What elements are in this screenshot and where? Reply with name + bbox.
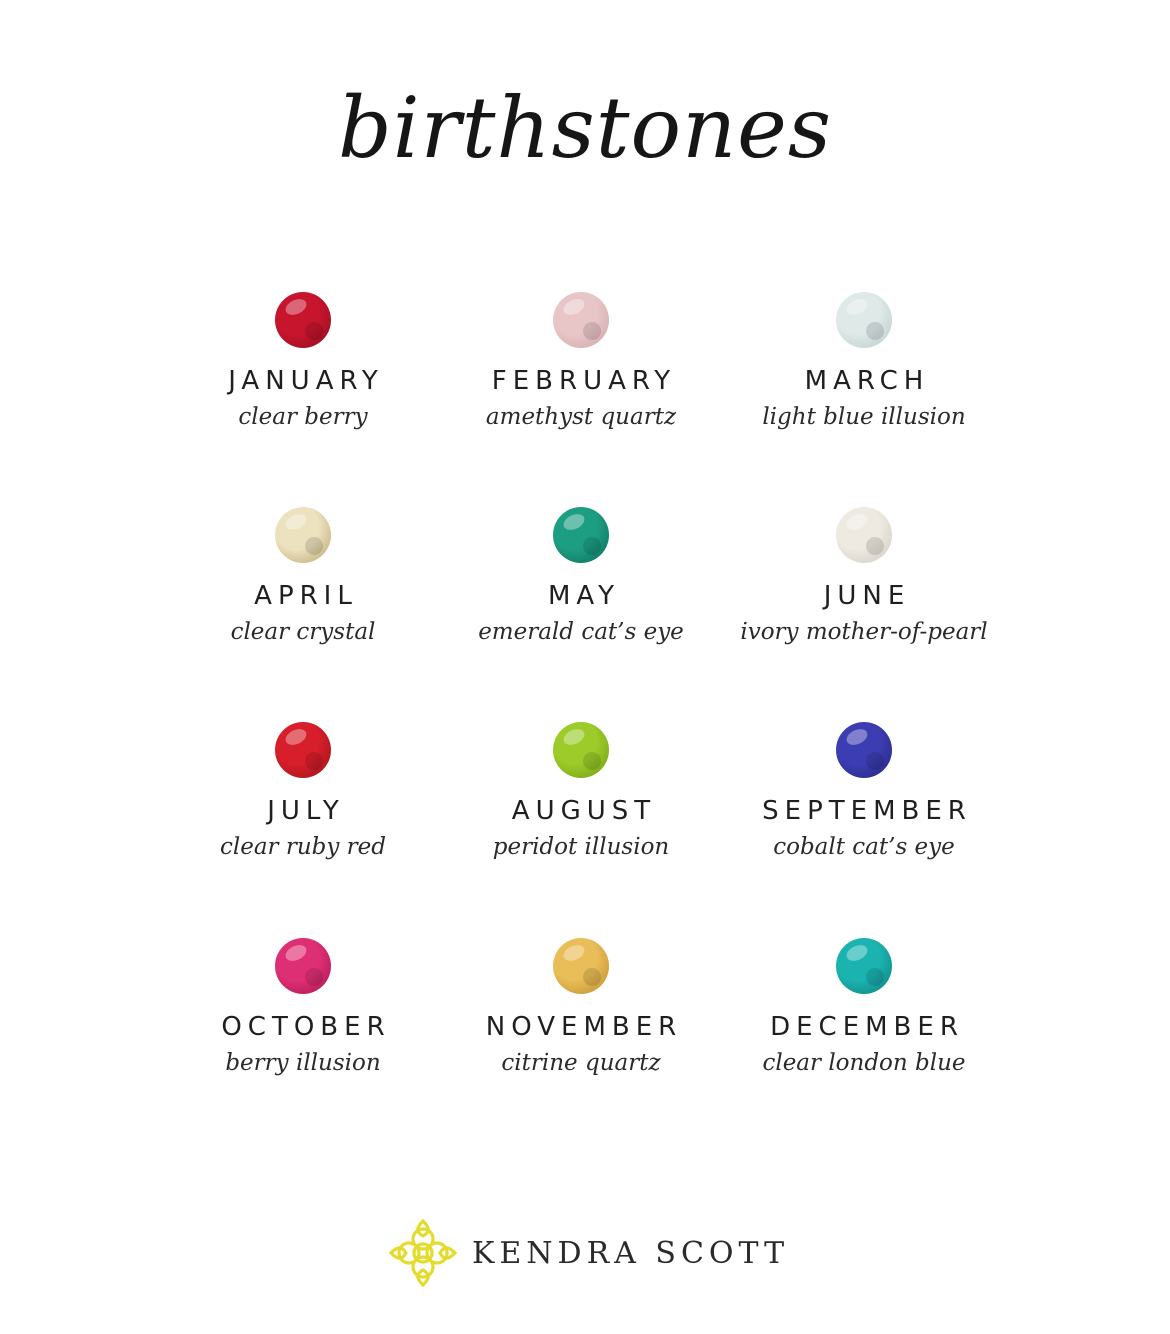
birthstone-card-january bbox=[153, 292, 453, 433]
stone-name: berry illusion bbox=[225, 1050, 381, 1077]
stone-name: citrine quartz bbox=[501, 1050, 661, 1077]
month-label: MAY bbox=[547, 581, 621, 611]
birthstone-card-september bbox=[714, 722, 1014, 863]
birthstone-card-april bbox=[153, 507, 453, 648]
birthstone-card-may bbox=[431, 507, 731, 648]
brand-footer bbox=[388, 1218, 789, 1288]
stone-swatch-icon bbox=[553, 722, 609, 778]
stone-name: amethyst quartz bbox=[485, 404, 677, 431]
month-label: SEPTEMBER bbox=[762, 796, 972, 826]
month-label: JANUARY bbox=[228, 366, 384, 396]
stone-name: peridot illusion bbox=[492, 834, 670, 861]
birthstone-card-august bbox=[431, 722, 731, 863]
stone-swatch-icon bbox=[275, 292, 331, 348]
stone-name: light blue illusion bbox=[762, 404, 966, 431]
month-label: JULY bbox=[267, 796, 345, 826]
birthstone-card-june bbox=[714, 507, 1014, 648]
stone-swatch-icon bbox=[836, 938, 892, 994]
logo-strokes bbox=[391, 1221, 455, 1285]
month-label: DECEMBER bbox=[770, 1012, 964, 1042]
stone-name: clear ruby red bbox=[219, 834, 387, 861]
month-label: MARCH bbox=[804, 366, 930, 396]
brand-name: KENDRA SCOTT bbox=[472, 1235, 790, 1271]
stone-swatch-icon bbox=[275, 938, 331, 994]
month-label: FEBRUARY bbox=[491, 366, 677, 396]
stone-swatch-icon bbox=[553, 507, 609, 563]
birthstone-card-december bbox=[714, 938, 1014, 1079]
stone-name: emerald cat’s eye bbox=[478, 619, 684, 646]
birthstone-card-july bbox=[153, 722, 453, 863]
stone-swatch-icon bbox=[275, 722, 331, 778]
stone-swatch-icon bbox=[553, 292, 609, 348]
page-title: birthstones bbox=[338, 79, 832, 177]
month-label: NOVEMBER bbox=[485, 1012, 683, 1042]
month-label: JUNE bbox=[823, 581, 911, 611]
month-label: APRIL bbox=[254, 581, 358, 611]
stone-swatch-icon bbox=[275, 507, 331, 563]
birthstone-card-march bbox=[714, 292, 1014, 433]
stone-name: cobalt cat’s eye bbox=[773, 834, 955, 861]
birthstone-card-october bbox=[153, 938, 453, 1079]
kendra-scott-filigree-icon bbox=[388, 1218, 458, 1288]
stone-swatch-icon bbox=[836, 292, 892, 348]
stone-swatch-icon bbox=[836, 722, 892, 778]
month-label: AUGUST bbox=[511, 796, 657, 826]
stone-swatch-icon bbox=[836, 507, 892, 563]
stone-name: clear london blue bbox=[762, 1050, 966, 1077]
stone-name: clear berry bbox=[238, 404, 368, 431]
month-label: OCTOBER bbox=[221, 1012, 391, 1042]
stone-swatch-icon bbox=[553, 938, 609, 994]
birthstone-card-november bbox=[431, 938, 731, 1079]
stone-name: clear crystal bbox=[230, 619, 376, 646]
stone-name: ivory mother-of-pearl bbox=[740, 619, 988, 646]
birthstone-card-february bbox=[431, 292, 731, 433]
